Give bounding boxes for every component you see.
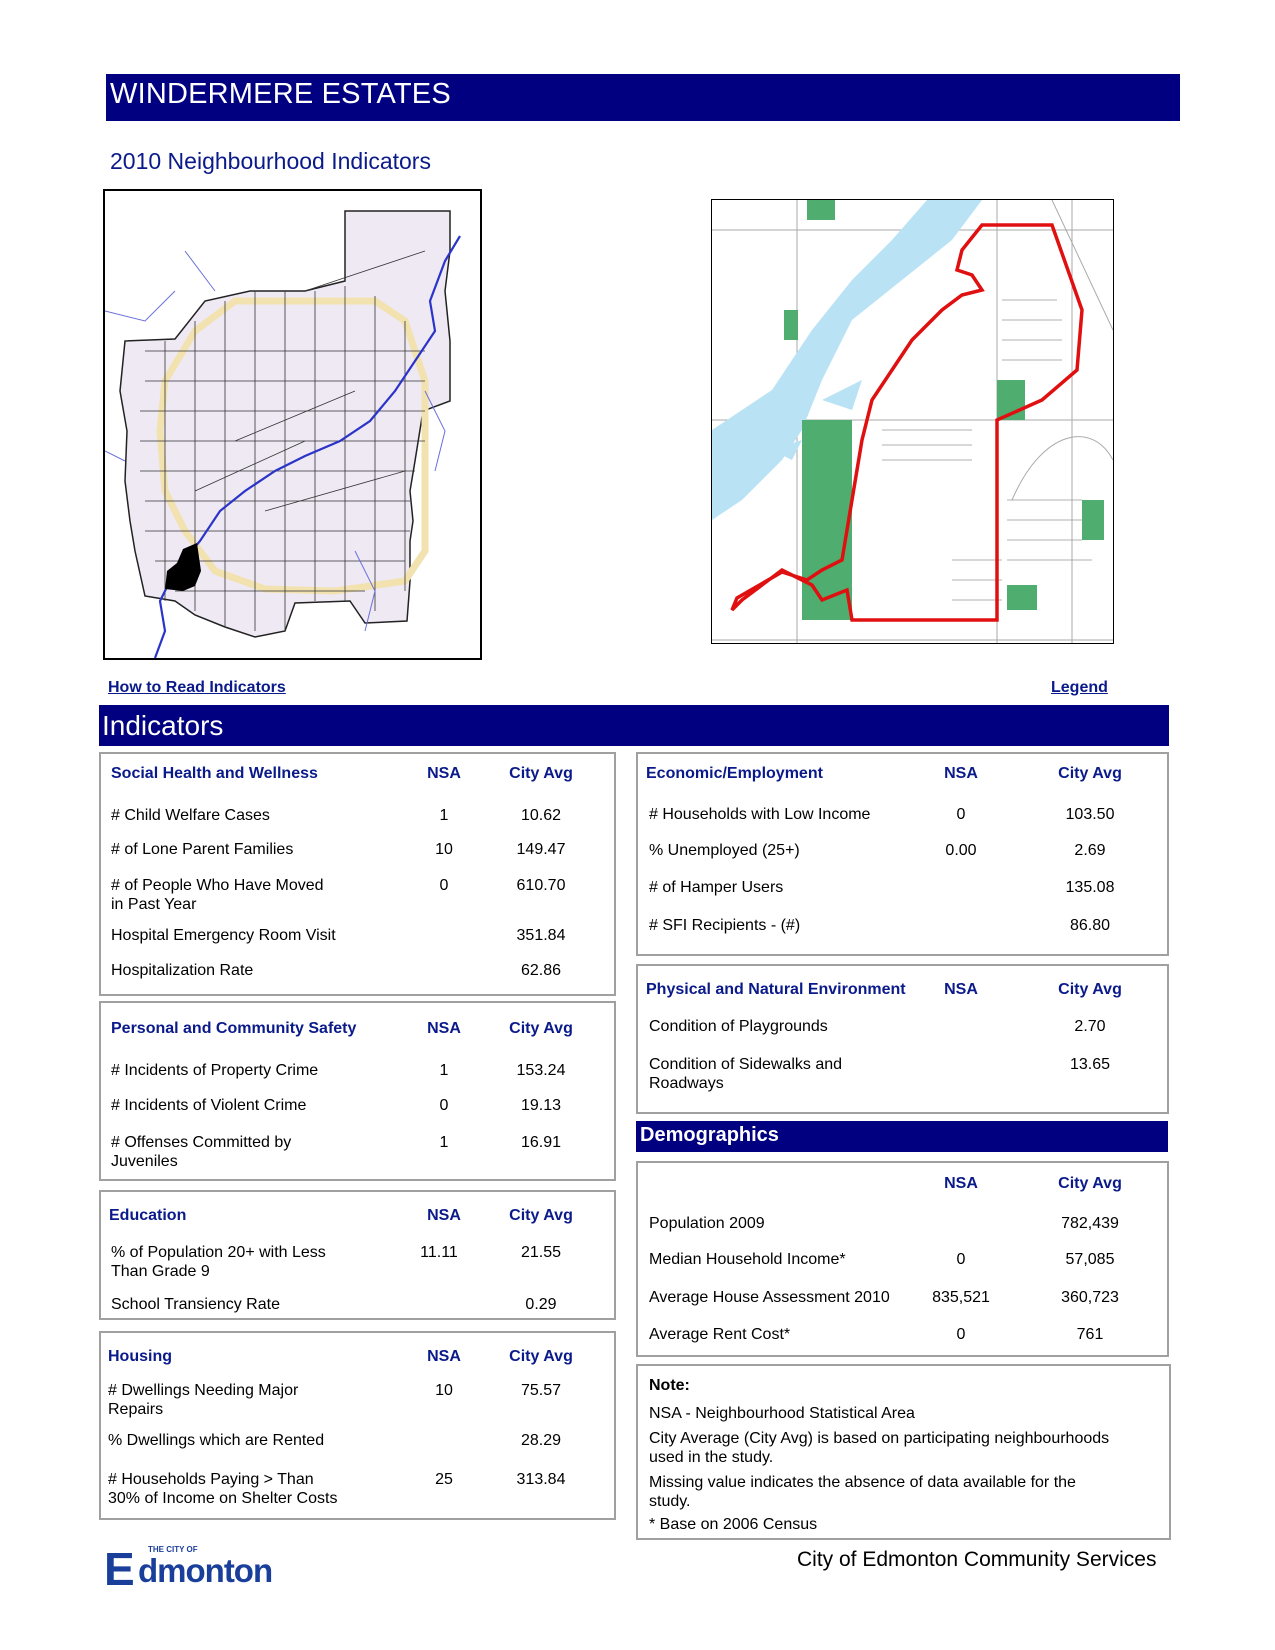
city-avg-header: City Avg [509, 1207, 573, 1224]
city-of-edmonton-logo [102, 1540, 287, 1590]
nsa-header: NSA [944, 981, 978, 998]
indicator-label: Average Rent Cost* [649, 1326, 791, 1343]
nsa-header: NSA [944, 765, 978, 782]
note-line: Missing value indicates the absence of data available for the study. [649, 1474, 1076, 1510]
environment-panel [636, 964, 1169, 1114]
city-avg-header: City Avg [1058, 1175, 1122, 1192]
education-title: Education [109, 1207, 187, 1224]
nsa-header: NSA [427, 765, 461, 782]
nsa-value: 11.11 [420, 1244, 458, 1261]
indicator-label: Average House Assessment 2010 [649, 1289, 890, 1306]
nsa-header: NSA [427, 1207, 461, 1224]
indicator-label: # SFI Recipients - (#) [649, 917, 801, 934]
city-avg-header: City Avg [1058, 981, 1122, 998]
nsa-value: 10 [435, 841, 453, 858]
note-panel [636, 1364, 1171, 1540]
indicator-label: % Unemployed (25+) [649, 842, 800, 859]
indicator-label: % Dwellings which are Rented [108, 1432, 325, 1449]
demographics-banner [636, 1121, 1168, 1152]
city-avg-header: City Avg [509, 1020, 573, 1037]
city-avg-value: 19.13 [520, 1097, 562, 1114]
city-avg-value: 313.84 [516, 1471, 566, 1488]
nsa-value: 0 [439, 1097, 449, 1114]
community-safety-title: Personal and Community Safety [111, 1020, 357, 1037]
indicators-title: Indicators [102, 710, 224, 741]
indicator-label: # Offenses Committed by Juveniles [111, 1134, 292, 1170]
neighbourhood-detail-map [711, 199, 1114, 644]
city-avg-value: 0.29 [525, 1296, 557, 1313]
social-health-panel [99, 752, 616, 996]
nsa-value: 0 [439, 877, 449, 894]
note-line: * Base on 2006 Census [649, 1516, 818, 1533]
indicator-label: # Incidents of Violent Crime [111, 1097, 307, 1114]
nsa-value: 1 [439, 1062, 449, 1079]
housing-panel [99, 1331, 616, 1520]
nsa-header: NSA [944, 1175, 978, 1192]
city-avg-value: 782,439 [1061, 1215, 1119, 1232]
community-safety-panel [99, 1001, 616, 1181]
city-avg-value: 149.47 [516, 841, 566, 858]
nsa-value: 10 [435, 1382, 453, 1399]
indicator-label: Hospitalization Rate [111, 962, 254, 979]
logo-wordmark: dmonton [138, 1552, 273, 1589]
indicator-label: # Dwellings Needing Major Repairs [108, 1382, 299, 1418]
nsa-value: 0 [956, 1326, 966, 1343]
neighbourhood-detail-map-graphic [712, 200, 1113, 643]
nsa-value: 835,521 [932, 1289, 990, 1306]
indicator-label: # of Lone Parent Families [111, 841, 294, 858]
economic-panel [636, 752, 1169, 956]
city-avg-value: 610.70 [516, 877, 566, 894]
city-overview-map [103, 189, 482, 660]
indicator-label: School Transiency Rate [111, 1296, 280, 1313]
indicator-label: # Child Welfare Cases [111, 807, 270, 824]
nsa-value: 0 [956, 806, 966, 823]
indicator-label: # of Hamper Users [649, 879, 784, 896]
indicator-label: # Incidents of Property Crime [111, 1062, 319, 1079]
nsa-header: NSA [427, 1020, 461, 1037]
page-title: WINDERMERE ESTATES [110, 78, 451, 110]
indicator-label: # Households Paying > Than 30% of Income on Shelter Costs [108, 1471, 338, 1507]
city-avg-value: 16.91 [520, 1134, 562, 1151]
indicator-label: Hospital Emergency Room Visit [111, 927, 336, 944]
indicator-label: Condition of Sidewalks and Roadways [649, 1056, 843, 1092]
city-avg-value: 86.80 [1069, 917, 1111, 934]
city-avg-header: City Avg [509, 765, 573, 782]
logo-small-text: THE CITY OF [148, 1545, 198, 1554]
city-avg-value: 153.24 [516, 1062, 566, 1079]
indicator-label: # of People Who Have Moved in Past Year [111, 877, 324, 913]
how-to-read-indicators-link[interactable]: How to Read Indicators [108, 679, 286, 696]
environment-title: Physical and Natural Environment [646, 981, 906, 998]
city-overview-map-graphic [105, 191, 480, 658]
city-avg-value: 761 [1076, 1326, 1104, 1343]
city-avg-value: 103.50 [1065, 806, 1115, 823]
city-avg-value: 57,085 [1065, 1251, 1115, 1268]
title-banner [106, 74, 1180, 121]
footer-text: City of Edmonton Community Services [797, 1548, 1157, 1571]
city-avg-value: 351.84 [516, 927, 566, 944]
city-avg-header: City Avg [1058, 765, 1122, 782]
city-avg-value: 62.86 [520, 962, 562, 979]
nsa-value: 25 [435, 1471, 453, 1488]
city-avg-value: 2.69 [1074, 842, 1106, 859]
city-avg-value: 28.29 [520, 1432, 562, 1449]
education-panel [99, 1190, 616, 1320]
indicators-banner [99, 705, 1169, 746]
nsa-value: 1 [439, 1134, 449, 1151]
note-line: NSA - Neighbourhood Statistical Area [649, 1405, 915, 1422]
indicator-label: Condition of Playgrounds [649, 1018, 828, 1035]
nsa-value: 1 [439, 807, 449, 824]
demographics-title: Demographics [640, 1124, 779, 1146]
note-title: Note: [649, 1377, 690, 1394]
city-avg-value: 2.70 [1074, 1018, 1106, 1035]
indicator-label: Median Household Income* [649, 1251, 846, 1268]
note-line: City Average (City Avg) is based on participating neighbourhoods used in the study. [649, 1430, 1110, 1466]
city-avg-value: 135.08 [1065, 879, 1115, 896]
city-avg-value: 13.65 [1069, 1056, 1111, 1073]
indicator-label: # Households with Low Income [649, 806, 871, 823]
social-health-title: Social Health and Wellness [111, 765, 318, 782]
city-avg-value: 21.55 [520, 1244, 562, 1261]
city-avg-header: City Avg [509, 1348, 573, 1365]
housing-title: Housing [108, 1348, 172, 1365]
indicator-label: Population 2009 [649, 1215, 765, 1232]
indicator-label: % of Population 20+ with Less Than Grade 9 [111, 1244, 326, 1280]
nsa-value: 0 [956, 1251, 966, 1268]
demographics-panel [636, 1161, 1169, 1357]
edmonton-logo-graphic [102, 1540, 287, 1590]
economic-title: Economic/Employment [646, 765, 823, 782]
logo-initial: E [104, 1543, 135, 1590]
city-avg-value: 360,723 [1061, 1289, 1119, 1306]
legend-link[interactable]: Legend [1051, 679, 1108, 696]
nsa-header: NSA [427, 1348, 461, 1365]
page-subtitle: 2010 Neighbourhood Indicators [110, 148, 431, 174]
city-avg-value: 75.57 [520, 1382, 562, 1399]
city-avg-value: 10.62 [520, 807, 562, 824]
nsa-value: 0.00 [945, 842, 977, 859]
